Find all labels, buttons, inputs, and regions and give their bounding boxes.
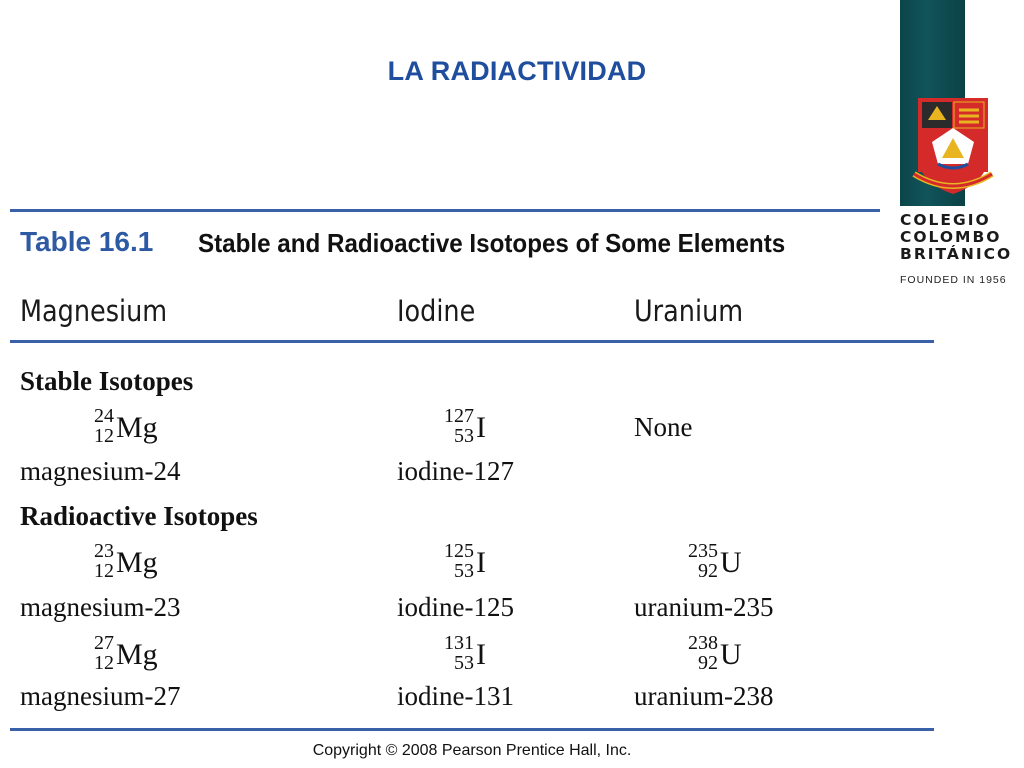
isotope-name: uranium-238	[634, 681, 774, 711]
table-number: Table 16.1	[20, 226, 154, 257]
table-title: Stable and Radioactive Isotopes of Some Elements	[198, 228, 786, 258]
school-founded: FOUNDED IN 1956	[900, 274, 1007, 286]
isotope-name: magnesium-27	[20, 681, 181, 711]
column-header-iodine: Iodine	[397, 294, 476, 328]
table-rule-bottom	[10, 728, 934, 731]
isotope-name: magnesium-24	[20, 456, 181, 486]
uranium-stable-none: None	[634, 412, 693, 442]
school-name: COLEGIO COLOMBO BRITÁNICO	[900, 211, 1013, 263]
section-heading-radioactive: Radioactive Isotopes	[20, 501, 258, 531]
isotope-name: uranium-235	[634, 592, 774, 622]
isotope-name: iodine-125	[397, 592, 514, 622]
slide-title: LA RADIACTIVIDAD	[387, 56, 647, 86]
section-heading-stable: Stable Isotopes	[20, 366, 194, 396]
isotope-name: iodine-131	[397, 681, 514, 711]
isotope-name: iodine-127	[397, 456, 514, 486]
school-crest-icon	[912, 98, 994, 198]
table-rule-header	[10, 340, 934, 343]
column-header-magnesium: Magnesium	[20, 294, 168, 328]
isotope-name: magnesium-23	[20, 592, 181, 622]
column-header-uranium: Uranium	[634, 294, 744, 328]
copyright-notice: Copyright © 2008 Pearson Prentice Hall, Inc.	[312, 742, 632, 759]
table-caption	[20, 226, 786, 258]
table-rule-top	[10, 209, 880, 212]
